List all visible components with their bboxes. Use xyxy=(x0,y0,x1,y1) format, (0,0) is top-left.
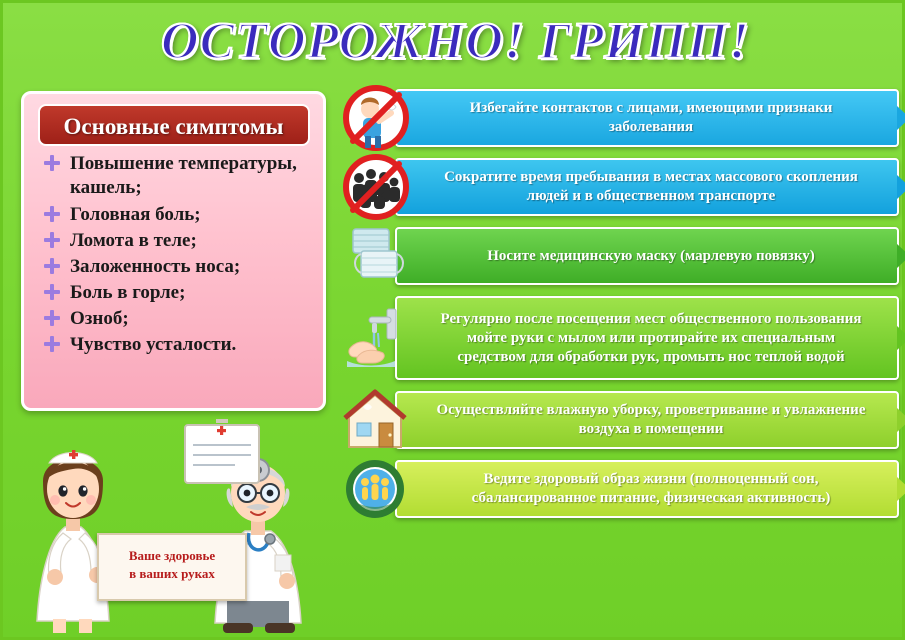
tip-banner xyxy=(395,158,899,216)
tip-banner xyxy=(395,460,899,518)
wash-hands-icon xyxy=(339,303,413,373)
doctors-illustration xyxy=(13,415,331,637)
symptom-label: Чувство усталости. xyxy=(70,334,237,355)
list-item xyxy=(40,281,313,304)
symptom-label: Головная боль; xyxy=(70,204,201,225)
no-crowd-icon xyxy=(339,152,413,222)
cross-bullet-icon xyxy=(44,284,60,300)
health-banner-line1: Ваше здоровье xyxy=(128,548,216,563)
tip-row xyxy=(339,294,899,382)
symptoms-panel xyxy=(21,91,326,411)
tip-text: Избегайте контактов с лицами, имеющими признаки заболевания xyxy=(469,100,833,135)
title-bar xyxy=(3,9,905,81)
symptom-label: Боль в горле; xyxy=(70,282,186,303)
symptom-label: Заложенность носа; xyxy=(70,256,241,277)
tip-banner xyxy=(395,296,899,380)
cross-bullet-icon xyxy=(44,310,60,326)
symptom-label: Ломота в теле; xyxy=(70,230,197,251)
health-banner-line2: в ваших руках xyxy=(129,566,215,581)
list-item xyxy=(40,333,313,356)
tip-text: Ведите здоровый образ жизни (полноценный сон, сбалансированное питание, физическая активность) xyxy=(471,471,831,506)
list-item xyxy=(40,229,313,252)
tip-banner xyxy=(395,391,899,449)
tip-text: Сократите время пребывания в местах массового скопления людей и в общественном транспорте xyxy=(444,169,858,204)
tip-row xyxy=(339,389,899,451)
cross-bullet-icon xyxy=(44,206,60,222)
no-contact-sick-person-icon xyxy=(339,83,413,153)
tip-row xyxy=(339,458,899,520)
tip-row xyxy=(339,225,899,287)
symptoms-list xyxy=(24,152,323,356)
health-banner xyxy=(97,533,247,601)
medical-mask-icon xyxy=(339,221,413,291)
symptom-label: Повышение температуры, кашель; xyxy=(70,153,297,198)
cross-bullet-icon xyxy=(44,232,60,248)
tip-text: Осуществляйте влажную уборку, проветривание и увлажнение воздуха в помещении xyxy=(436,402,866,437)
tip-row xyxy=(339,156,899,218)
cross-bullet-icon xyxy=(44,258,60,274)
nurse-and-doctor-icon xyxy=(13,415,331,637)
list-item xyxy=(40,152,313,200)
tip-text: Регулярно после посещения мест общественного пользования мойте руки с мылом или протирайте их специальным средством для обработки рук, промыть нос теплой водой xyxy=(440,310,862,365)
tip-row xyxy=(339,87,899,149)
symptom-label: Озноб; xyxy=(70,308,129,329)
tip-banner xyxy=(395,89,899,147)
list-item xyxy=(40,203,313,226)
symptoms-header: Основные симптомы xyxy=(38,104,310,146)
home-cleaning-icon xyxy=(339,385,413,455)
tips-list xyxy=(339,87,899,527)
tip-banner xyxy=(395,227,899,285)
page-title: ОСТОРОЖНО! ГРИПП! xyxy=(161,13,750,70)
healthy-lifestyle-icon xyxy=(339,454,413,524)
list-item xyxy=(40,307,313,330)
cross-bullet-icon xyxy=(44,336,60,352)
cross-bullet-icon xyxy=(44,155,60,171)
tip-text: Носите медицинскую маску (марлевую повязку) xyxy=(487,247,815,264)
list-item xyxy=(40,255,313,278)
